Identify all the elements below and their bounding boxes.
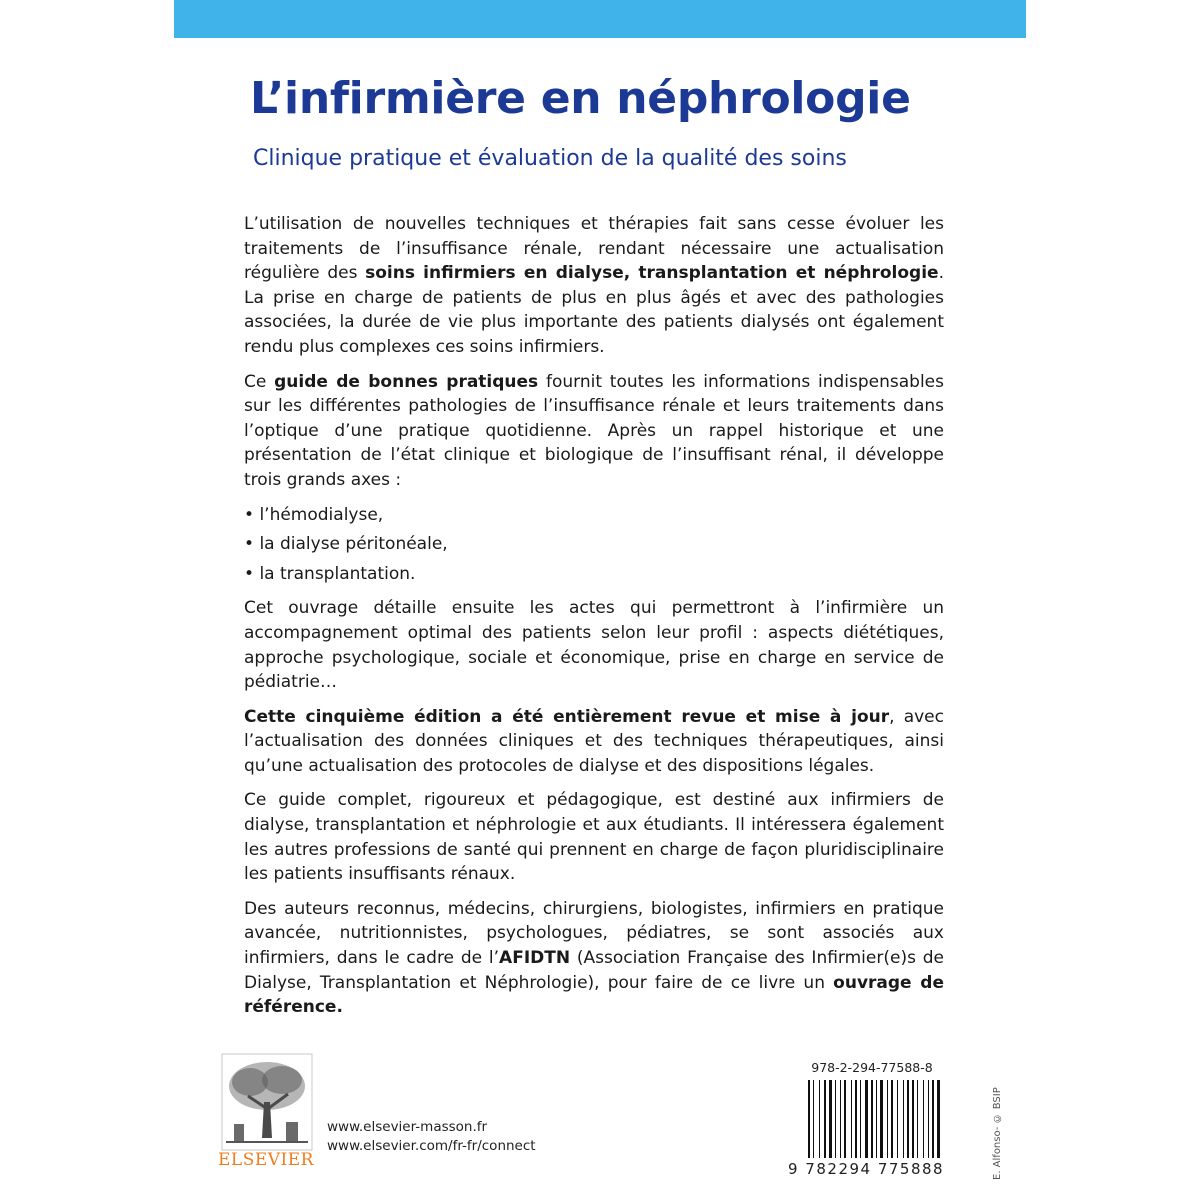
publisher-urls [327, 1118, 536, 1156]
url-link: www.elsevier-masson.fr [327, 1119, 488, 1135]
emphasis: Cette cinquième édition a été entièrement revue et mise à jour [244, 706, 890, 727]
paragraph-6: Des auteurs reconnus, médecins, chirurgiens, biologistes, infirmiers en pratique avancée, nutritionnistes, psychologues, pédiatres, se sont associés aux infirmiers, dans le cadre de l’AFIDTN (Association Française des Infirmier(e)s de Dialyse, Transplantation et Néphrologie), pour faire de ce livre un ouvrage de référence. [244, 898, 945, 1018]
paragraph-1: L’utilisation de nouvelles techniques et thérapies fait sans cesse évoluer les traitements de l’insuffisance rénale, rendant nécessaire une actualisation régulière des soins infirmiers en dialyse, transplantation et néphrologie. La prise en charge de patients de plus en plus âgés et avec des pathologies associées, la durée de vie plus importante des patients dialysés ont également rendu plus complexes ces soins infirmiers. [244, 214, 944, 357]
axes-list [244, 503, 944, 587]
list-item: • l’hémodialyse, [244, 503, 944, 528]
book-back-cover [174, 0, 1026, 1200]
book-subtitle: Clinique pratique et évaluation de la qualité des soins [253, 146, 847, 171]
emphasis: AFIDTN [499, 948, 571, 969]
paragraph-4: Cette cinquième édition a été entièrement revue et mise à jour, avec l’actualisation des données cliniques et des techniques thérapeutiques, ainsi qu’une actualisation des protocoles de dialyse et des dispositions légales. [244, 706, 944, 776]
emphasis: ouvrage de référence. [244, 972, 944, 1018]
blurb [244, 212, 944, 1030]
book-title: L’infirmière en néphrologie [250, 73, 911, 124]
ean-digits: 9 782294 775888 [788, 1160, 945, 1178]
list-item: • la transplantation. [244, 562, 944, 587]
elsevier-tree-logo-icon [220, 1052, 314, 1156]
photo-credit: E. Alfonso- © BSIP [992, 1087, 1003, 1180]
url-link: www.elsevier.com/fr-fr/connect [327, 1138, 536, 1154]
paragraph-2: Ce guide de bonnes pratiques fournit toutes les informations indispensables sur les différentes pathologies de l’insuffisance rénale et leurs traitements dans l’optique d’une pratique quotidienne. Après un rappel historique et une présentation de l’état clinique et biologique de l’insuffisant rénal, il développe trois grands axes : [244, 371, 944, 490]
paragraph-3: Cet ouvrage détaille ensuite les actes qui permettront à l’infirmière un accompagnement optimal des patients selon leur profil : aspects diététiques, approche psychologique, sociale et économique, prise en charge en service de pédiatrie… [244, 598, 944, 693]
top-color-band [174, 0, 1026, 38]
publisher-name: ELSEVIER [218, 1150, 314, 1170]
isbn-number: 978-2-294-77588-8 [811, 1060, 933, 1075]
paragraph-5: Ce guide complet, rigoureux et pédagogique, est destiné aux infirmiers de dialyse, transplantation et néphrologie et aux étudiants. Il intéressera également les autres professions de santé qui prennent en charge de façon pluridisciplinaire les patients insuffisants rénaux. [244, 790, 944, 885]
emphasis: guide de bonnes pratiques [274, 371, 539, 392]
emphasis: soins infirmiers en dialyse, transplantation et néphrologie [365, 263, 939, 284]
isbn-barcode-icon [808, 1080, 942, 1158]
list-item: • la dialyse péritonéale, [244, 532, 944, 557]
